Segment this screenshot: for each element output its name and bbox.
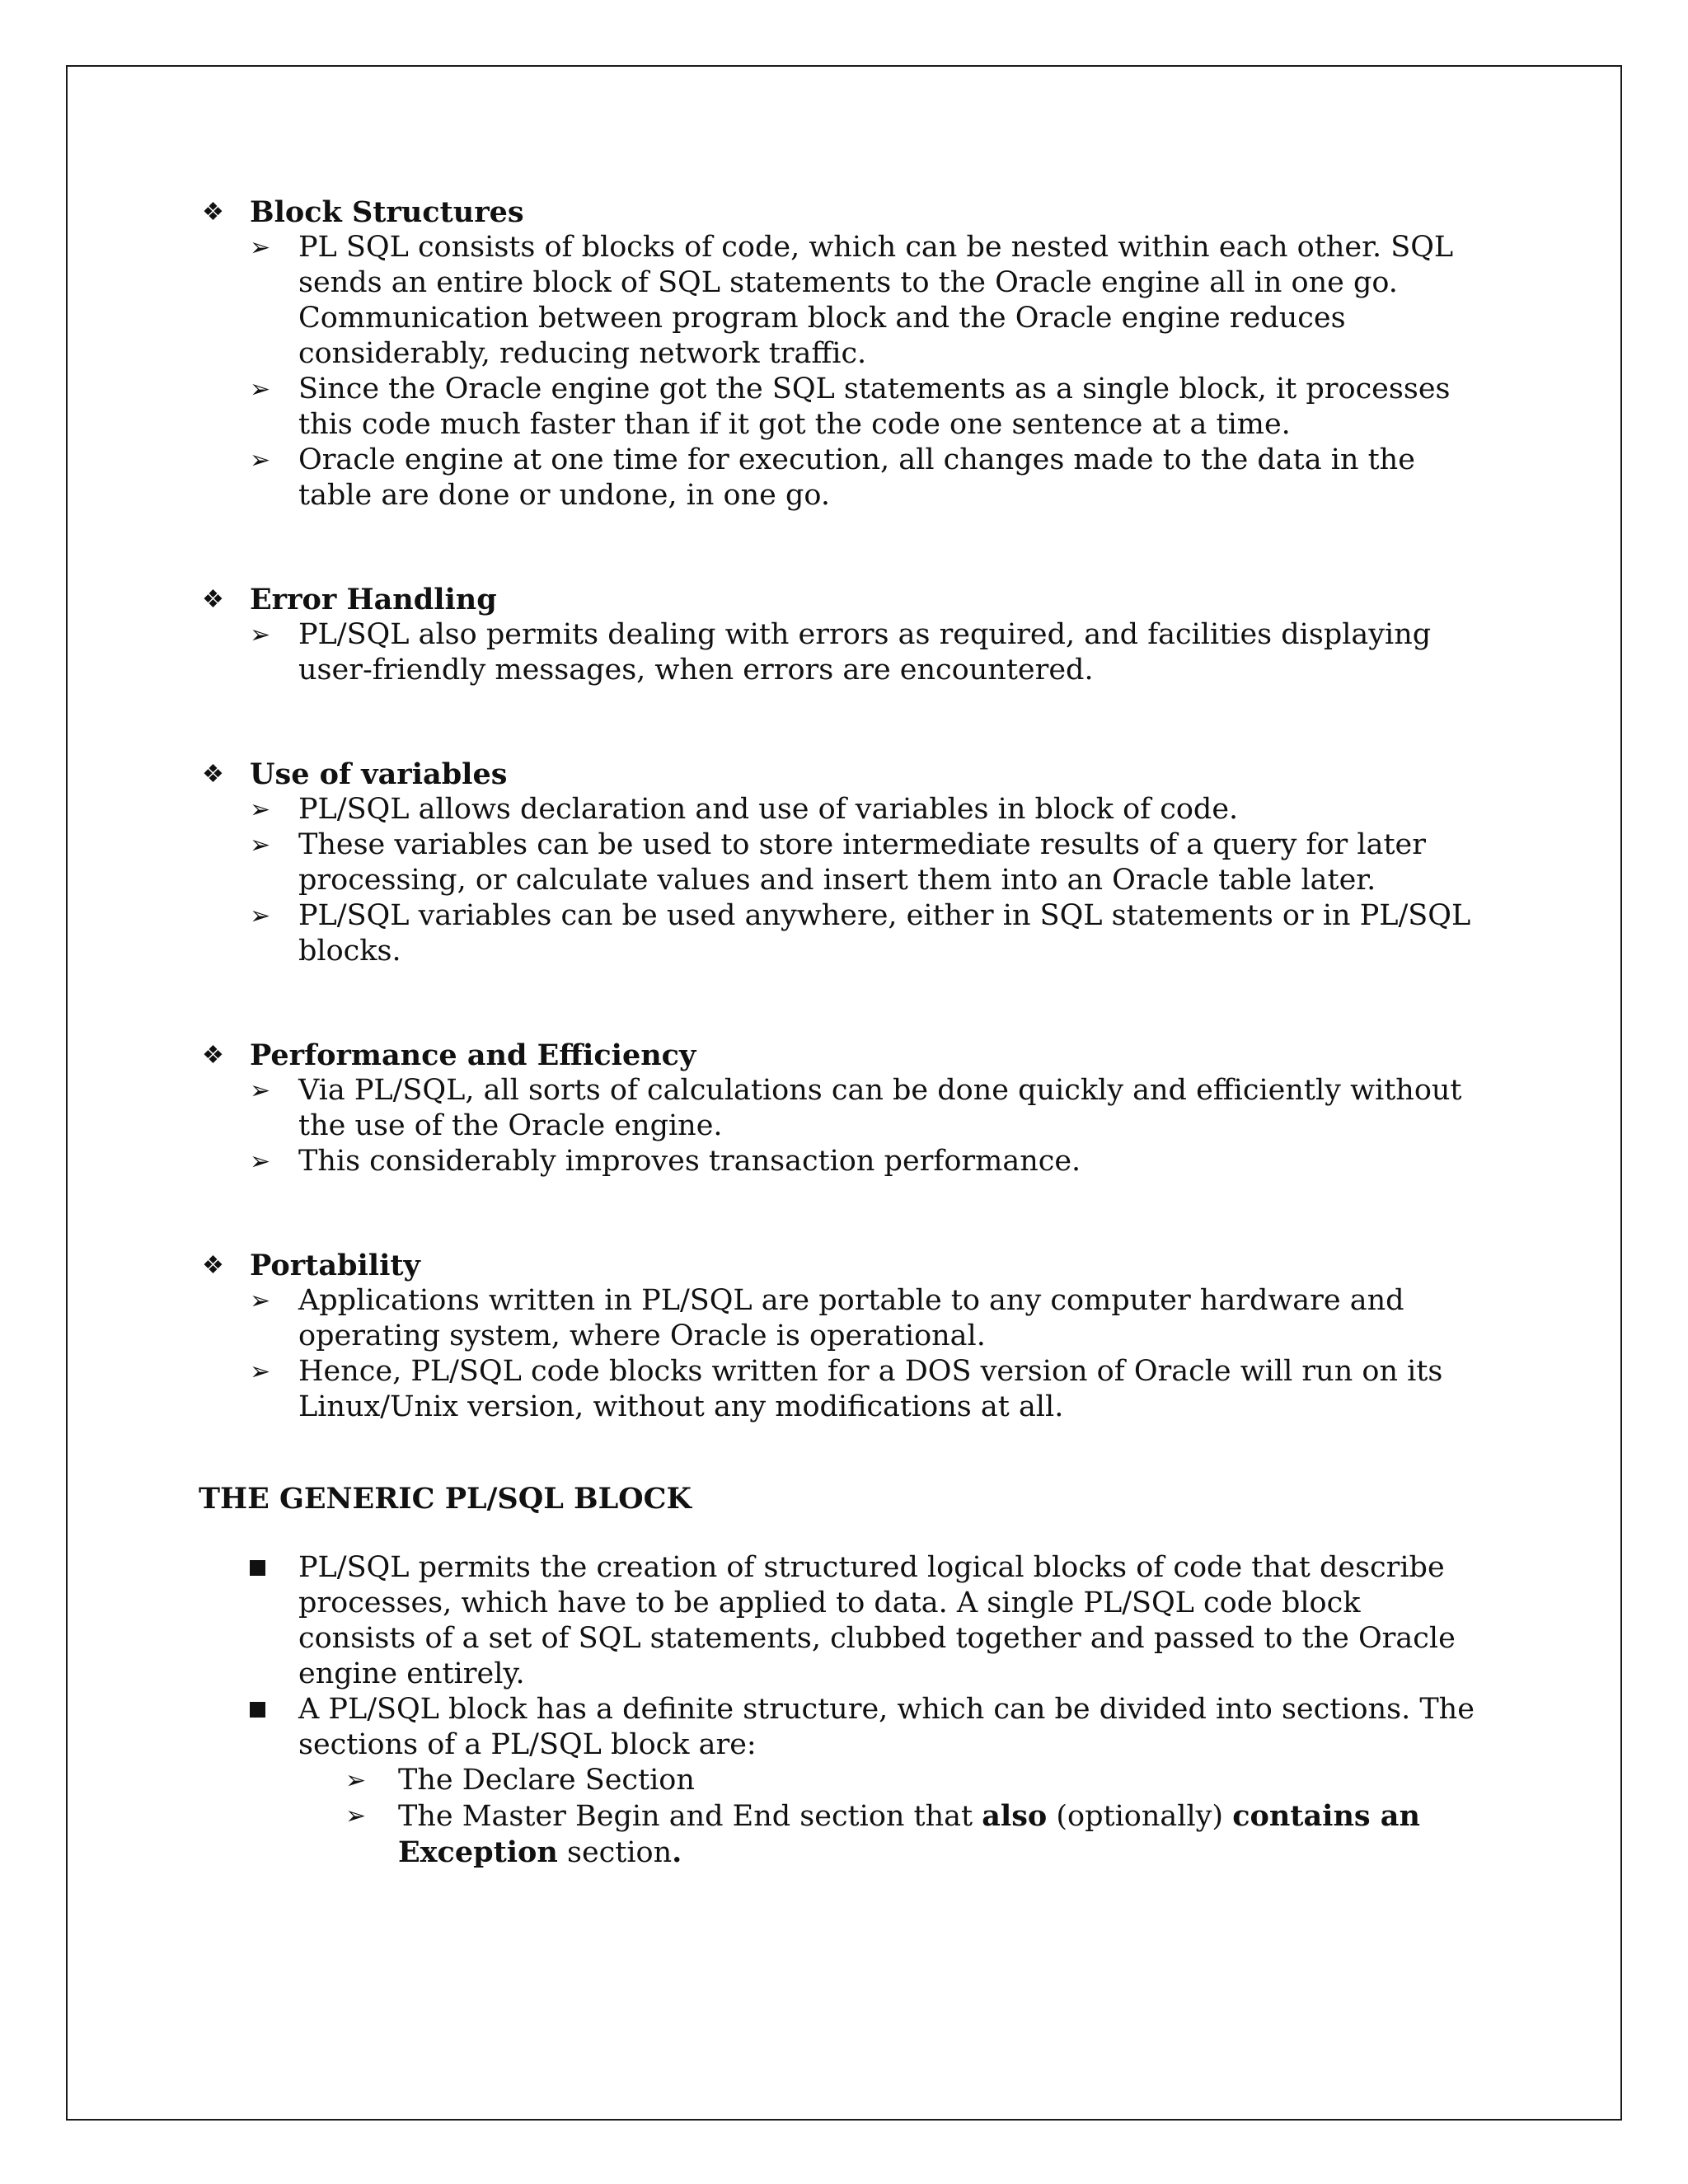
list-item: ➢ Oracle engine at one time for execution, all changes made to the data in the table are done or undone, in one go. [250,443,1415,512]
arrow-bullet-icon: ➢ [250,831,271,860]
diamond-bullet-icon: ❖ [202,760,224,789]
list-item: ➢ PL/SQL allows declaration and use of variables in block of code. [250,793,1239,826]
list-item: ➢ Applications written in PL/SQL are portable to any computer hardware and operating system, where Oracle is operational. [250,1284,1404,1352]
arrow-bullet-icon: ➢ [250,795,271,824]
bullet-list [199,1073,1484,1179]
sections-sub-list [298,1763,1484,1871]
list-item: PL/SQL permits the creation of structured logical blocks of code that describe processes, which have to be applied to data. A single PL/SQL code block consists of a set of SQL statements, clubbed together and passed to the Oracle engine entirely. [199,1550,1484,1692]
list-item: ➢ Hence, PL/SQL code blocks written for a DOS version of Oracle will run on its Linux/Unix version, without any modifications at all. [250,1355,1443,1423]
bullet-list [199,230,1484,513]
section-performance [199,1038,1484,1179]
arrow-bullet-icon: ➢ [345,1766,367,1795]
list-item: ➢ The Declare Section [345,1764,695,1797]
bullet-list [199,1283,1484,1425]
arrow-bullet-icon: ➢ [250,902,271,930]
list-item: ➢ This considerably improves transaction performance. [250,1145,1081,1178]
arrow-bullet-icon: ➢ [250,621,271,649]
arrow-bullet-icon: ➢ [250,1076,271,1105]
list-item: ➢ Since the Oracle engine got the SQL statements as a single block, it processes this code much faster than if it got the code one sentence at a time. [250,373,1451,441]
section-error-handling [199,582,1484,688]
arrow-bullet-icon: ➢ [250,1286,271,1315]
bullet-list [199,617,1484,688]
arrow-bullet-icon: ➢ [345,1802,367,1830]
arrow-bullet-icon: ➢ [250,446,271,475]
square-bullet-icon [250,1560,265,1576]
section-heading: Performance and Efficiency [250,1038,696,1072]
list-item: ➢ Via PL/SQL, all sorts of calculations can be done quickly and efficiently without the use of the Oracle engine. [250,1074,1462,1142]
section-portability [199,1248,1484,1425]
list-item: ➢ The Master Begin and End section that also (optionally) contains an Exception section. [345,1799,1420,1869]
section-heading: Portability [250,1249,420,1282]
section-use-of-variables [199,757,1484,969]
arrow-bullet-icon: ➢ [250,1147,271,1176]
generic-block-title: THE GENERIC PL/SQL BLOCK [199,1482,692,1516]
section-heading: Use of variables [250,757,508,791]
list-item: ➢ These variables can be used to store intermediate results of a query for later processing, or calculate values and insert them into an Oracle table later. [250,828,1426,897]
document-body [199,194,1484,1871]
diamond-bullet-icon: ❖ [202,1251,224,1280]
arrow-bullet-icon: ➢ [250,375,271,404]
list-item: ➢ PL/SQL variables can be used anywhere, either in SQL statements or in PL/SQL blocks. [250,899,1471,968]
diamond-bullet-icon: ❖ [202,585,224,614]
section-heading: Error Handling [250,583,497,616]
square-bullet-icon [250,1702,265,1718]
diamond-bullet-icon: ❖ [202,1041,224,1070]
list-item: ➢ PL/SQL also permits dealing with errors as required, and facilities displaying user-friendly messages, when errors are encountered. [250,618,1432,687]
arrow-bullet-icon: ➢ [250,233,271,262]
section-block-structures [199,194,1484,513]
bullet-list [199,792,1484,969]
diamond-bullet-icon: ❖ [202,198,224,227]
list-item: A PL/SQL block has a definite structure, which can be divided into sections. The sections of a PL/SQL block are: ➢ The Declare Section ➢ The Master Begin and End section that also (optionally) contains an Exception section. [199,1692,1484,1871]
section-heading: Block Structures [250,195,524,229]
generic-block-list [199,1550,1484,1871]
list-item: ➢ PL SQL consists of blocks of code, which can be nested within each other. SQL sends an entire block of SQL statements to the Oracle engine all in one go. Communication between program block and the Oracle engine reduces considerably, reducing network traffic. [250,231,1454,370]
arrow-bullet-icon: ➢ [250,1357,271,1386]
